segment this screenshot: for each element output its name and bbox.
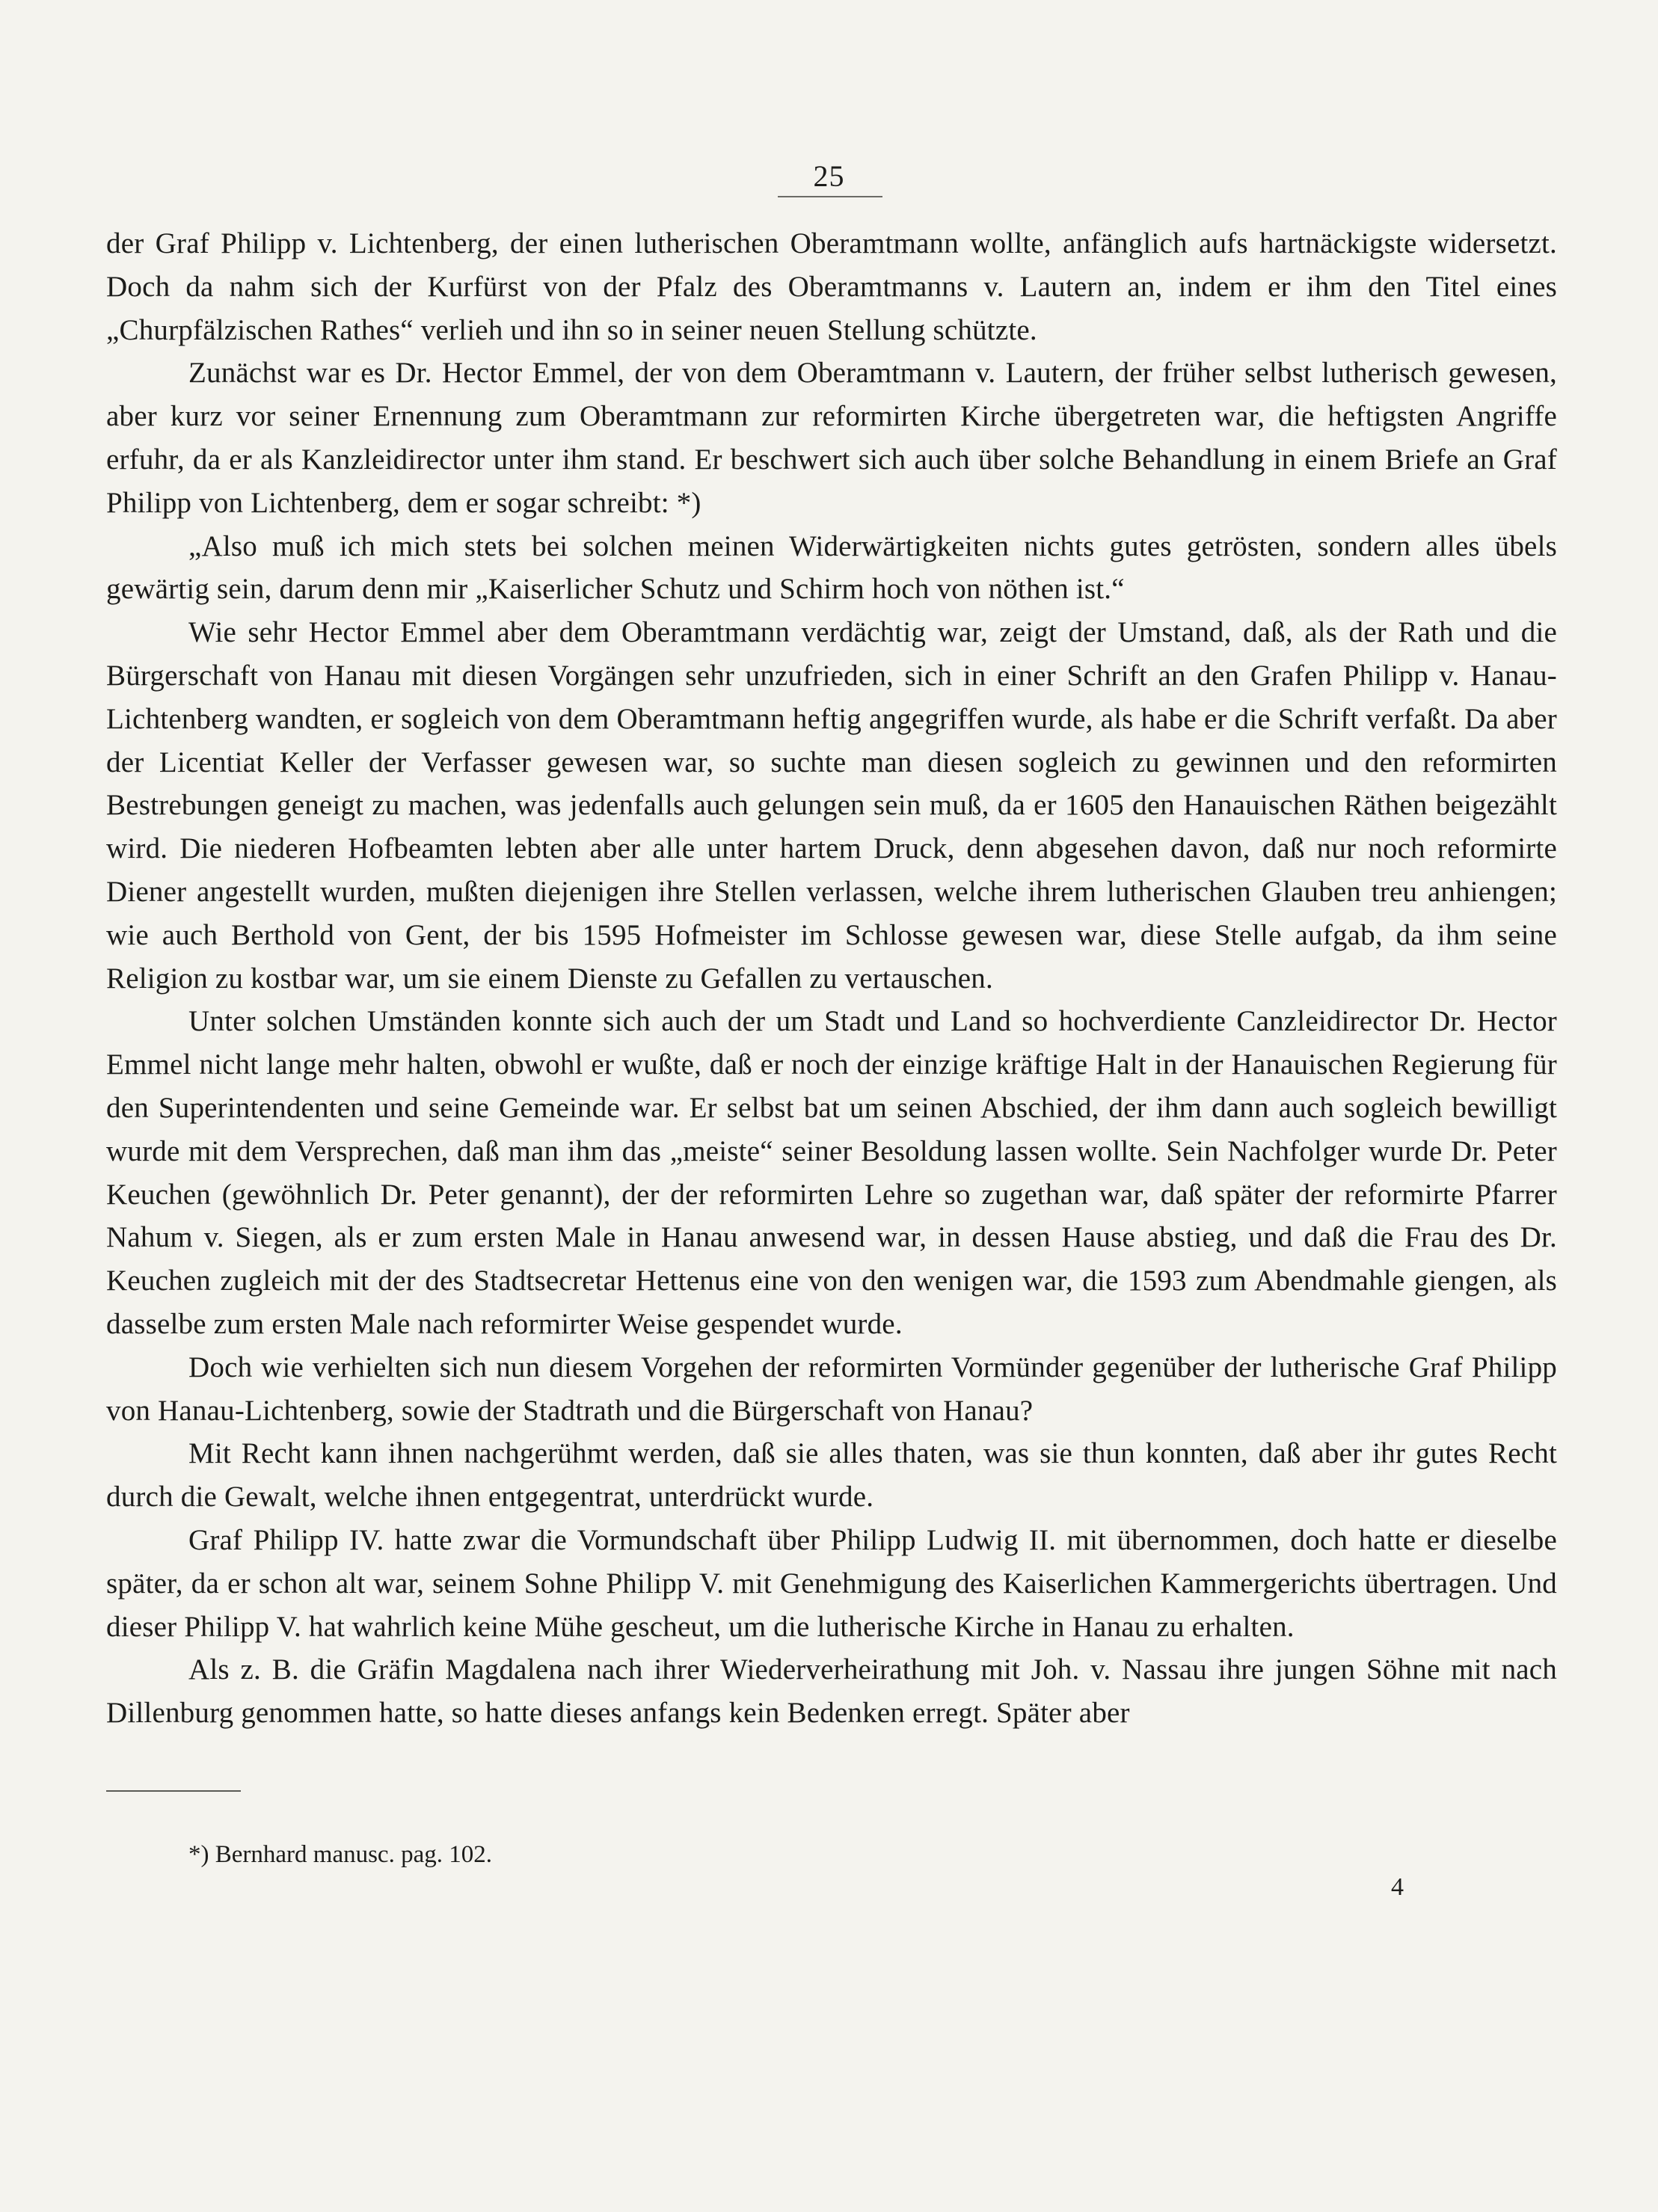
header-rule bbox=[778, 196, 882, 197]
paragraph: der Graf Philipp v. Lichtenberg, der einen lutherischen Oberamtmann wollte, anfänglich aufs hartnäckigste widersetzt. Doch da nahm sich der Kurfürst von der Pfalz des Oberamtmanns v. Lautern an, indem er ihm den Titel eines „Churpfälzischen Rathes“ verlieh und ihn so in seiner neuen Stellung schützte. bbox=[106, 227, 1557, 346]
footnote: *) Bernhard manusc. pag. 102. bbox=[188, 1841, 492, 1868]
footnote-rule bbox=[106, 1790, 241, 1792]
quotation: „Also muß ich mich stets bei solchen meinen Widerwärtigkeiten nichts gutes getrösten, sondern alles übels gewärtig sein, darum denn mir „Kaiserlicher Schutz und Schirm hoch von nöthen ist.“ bbox=[106, 529, 1557, 606]
paragraph: Mit Recht kann ihnen nachgerühmt werden, daß sie alles thaten, was sie thun konnten, daß aber ihr gutes Recht durch die Gewalt, welche ihnen entgegentrat, unterdrückt wurde. bbox=[106, 1437, 1557, 1514]
paragraph: Zunächst war es Dr. Hector Emmel, der von dem Oberamtmann v. Lautern, der früher selbst lutherisch gewesen, aber kurz vor seiner Ernennung zum Oberamtmann zur reformirten Kirche übergetreten war, die heftigsten Angriffe erfuhr, da er als Kanzleidirector unter ihm stand. Er beschwert sich auch über solche Behandlung in einem Briefe an Graf Philipp von Lichtenberg, dem er sogar schreibt: *) bbox=[106, 357, 1557, 519]
body-text bbox=[106, 222, 1557, 1735]
paragraph: Unter solchen Umständen konnte sich auch der um Stadt und Land so hochverdiente Canzleidirector Dr. Hector Emmel nicht lange mehr halten, obwohl er wußte, daß er noch der einzige kräftige Halt in der Hanauischen Regierung für den Superintendenten und seine Gemeinde war. Er selbst bat um seinen Abschied, der ihm dann auch sogleich bewilligt wurde mit dem Versprechen, daß man ihm das „meiste“ seiner Besoldung lassen wollte. Sein Nachfolger wurde Dr. Peter Keuchen (gewöhnlich Dr. Peter genannt), der der reformirten Lehre so zugethan war, daß später der reformirte Pfarrer Nahum v. Siegen, als er zum ersten Male in Hanau anwesend war, in dessen Hause abstieg, und daß die Frau des Dr. Keuchen zugleich mit der des Stadtsecretar Hettenus eine von den wenigen war, die 1593 zum Abendmahle giengen, als dasselbe zum ersten Male nach reformirter Weise gespendet wurde. bbox=[106, 1005, 1557, 1340]
paragraph: Doch wie verhielten sich nun diesem Vorgehen der reformirten Vormünder gegenüber der lutherische Graf Philipp von Hanau-Lichtenberg, sowie der Stadtrath und die Bürgerschaft von Hanau? bbox=[106, 1351, 1557, 1427]
paragraph: Graf Philipp IV. hatte zwar die Vormundschaft über Philipp Ludwig II. mit übernommen, doch hatte er dieselbe später, da er schon alt war, seinem Sohne Philipp V. mit Genehmigung des Kaiserlichen Kammergerichts übertragen. Und dieser Philipp V. hat wahrlich keine Mühe gescheut, um die lutherische Kirche in Hanau zu erhalten. bbox=[106, 1523, 1557, 1643]
page-number: 25 bbox=[813, 159, 845, 193]
signature-mark: 4 bbox=[1391, 1873, 1404, 1901]
paragraph: Als z. B. die Gräfin Magdalena nach ihrer Wiederverheirathung mit Joh. v. Nassau ihre jungen Söhne mit nach Dillenburg genommen hatte, so hatte dieses anfangs kein Bedenken erregt. Später aber bbox=[106, 1653, 1557, 1730]
paragraph: Wie sehr Hector Emmel aber dem Oberamtmann verdächtig war, zeigt der Umstand, daß, als der Rath und die Bürgerschaft von Hanau mit diesen Vorgängen sehr unzufrieden, sich in einer Schrift an den Grafen Philipp v. Hanau-Lichtenberg wandten, er sogleich von dem Oberamtmann heftig angegriffen wurde, als habe er die Schrift verfaßt. Da aber der Licentiat Keller der Verfasser gewesen war, so suchte man diesen sogleich zu gewinnen und den reformirten Bestrebungen geneigt zu machen, was jedenfalls auch gelungen sein muß, da er 1605 den Hanauischen Räthen beigezählt wird. Die niederen Hofbeamten lebten aber alle unter hartem Druck, denn abgesehen davon, daß nur noch reformirte Diener angestellt wurden, mußten diejenigen ihre Stellen verlassen, welche ihrem lutherischen Glauben treu anhiengen; wie auch Berthold von Gent, der bis 1595 Hofmeister im Schlosse gewesen war, diese Stelle aufgab, da ihm seine Religion zu kostbar war, um sie einem Dienste zu Gefallen zu vertauschen. bbox=[106, 616, 1557, 995]
